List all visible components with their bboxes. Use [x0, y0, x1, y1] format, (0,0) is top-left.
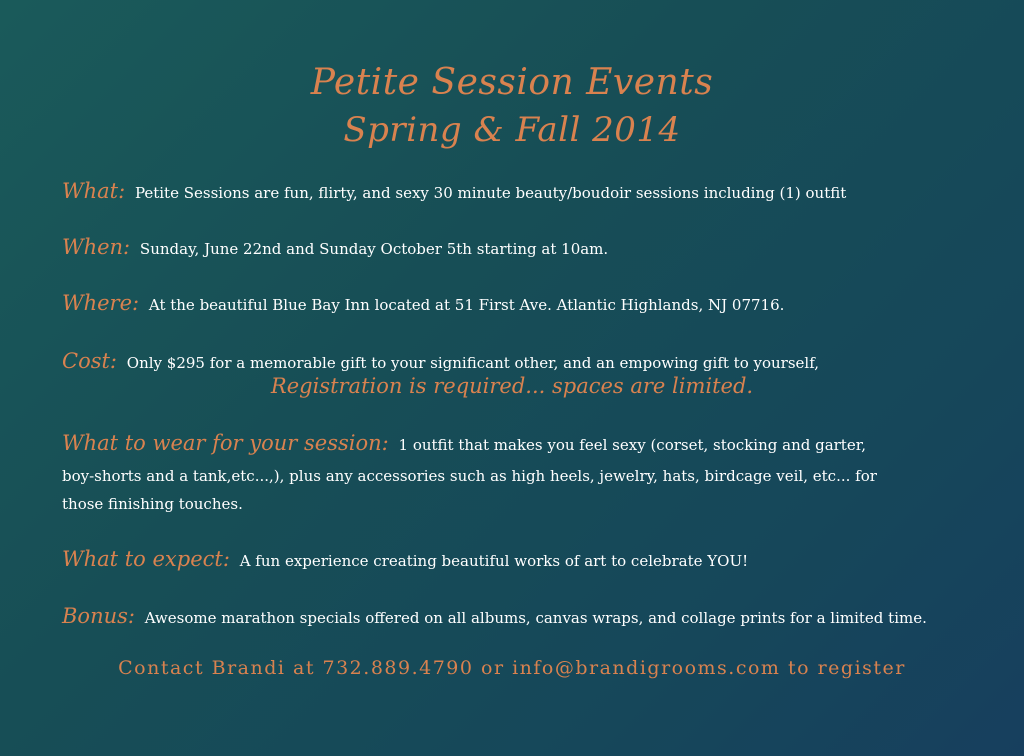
section-expect	[62, 544, 982, 576]
cost-text: Only $295 for a memorable gift to your significant other, and an empowing gift to yourself,	[126, 354, 819, 372]
when-label: When:	[62, 235, 131, 259]
where-text: At the beautiful Blue Bay Inn located at 51 First Ave. Atlantic Highlands, NJ 07716.	[148, 296, 785, 314]
what-text: Petite Sessions are fun, flirty, and sexy 30 minute beauty/boudoir sessions including (1) outfit	[134, 184, 847, 202]
contact-line: Contact Brandi at 732.889.4790 or info@brandigrooms.com to register	[118, 657, 906, 679]
page-title: Petite Session Events	[310, 62, 714, 103]
what-label: What:	[62, 179, 126, 203]
page-subtitle: Spring & Fall 2014	[343, 110, 681, 150]
where-label: Where:	[62, 291, 140, 315]
section-bonus	[62, 601, 982, 633]
expect-label: What to expect:	[62, 547, 230, 571]
expect-text: A fun experience creating beautiful works of art to celebrate YOU!	[239, 552, 749, 570]
section-where	[62, 288, 982, 320]
when-text: Sunday, June 22nd and Sunday October 5th starting at 10am.	[139, 240, 609, 258]
section-wear	[62, 428, 982, 460]
section-what	[62, 176, 982, 208]
wear-label: What to wear for your session:	[62, 431, 389, 455]
section-when	[62, 232, 982, 264]
wear-text-line2-content: boy-shorts and a tank,etc...,), plus any accessories such as high heels, jewelry, hats, birdcage veil, etc... for	[62, 467, 877, 485]
bonus-text: Awesome marathon specials offered on all albums, canvas wraps, and collage prints for a limited time.	[144, 609, 927, 627]
registration-note: Registration is required... spaces are limited.	[270, 374, 754, 398]
wear-text-line1: 1 outfit that makes you feel sexy (corset, stocking and garter,	[398, 436, 867, 454]
bonus-label: Bonus:	[62, 604, 135, 628]
wear-text-line3-content: those finishing touches.	[62, 495, 243, 513]
cost-label: Cost:	[62, 349, 118, 373]
wear-text-line3	[62, 489, 982, 519]
wear-text-line2	[62, 461, 982, 491]
